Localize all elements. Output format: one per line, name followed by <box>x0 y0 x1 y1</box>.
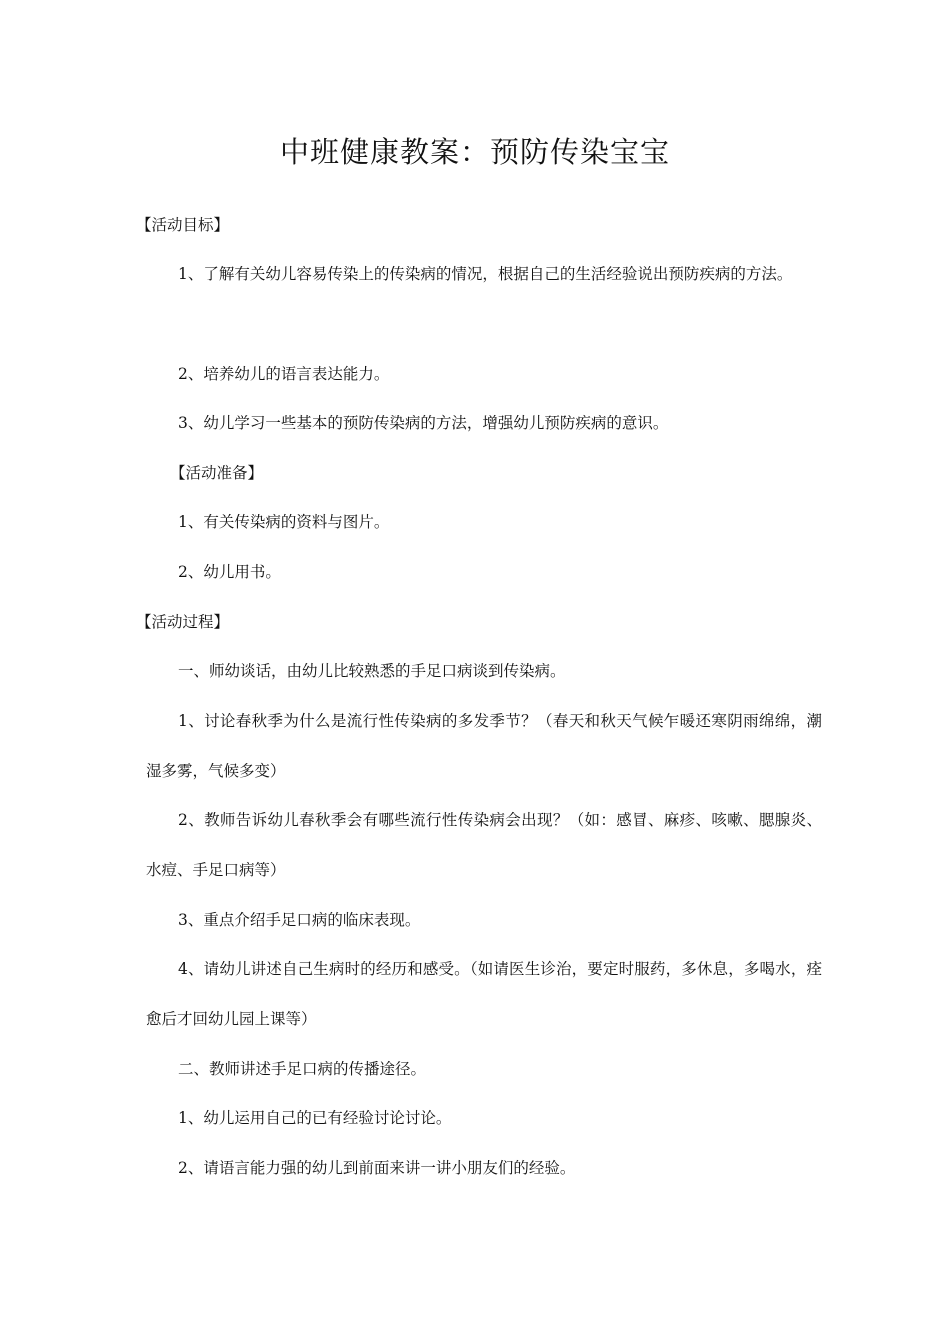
process-item-1-1: 1、讨论春秋季为什么是流行性传染病的多发季节？（春天和秋天气候乍暖还寒阴雨绵绵，潮湿多雾，气候多变） <box>146 712 822 780</box>
process-item-2-1: 1、幼儿运用自己的已有经验讨论讨论。 <box>178 1109 452 1127</box>
process-item-1-3: 3、重点介绍手足口病的临床表现。 <box>178 911 421 929</box>
process-item-1-4: 4、请幼儿讲述自己生病时的经历和感受。（如请医生诊治，要定时服药，多休息，多喝水，痊愈后才回幼儿园上课等） <box>146 960 822 1028</box>
goals-heading: 【活动目标】 <box>136 216 230 234</box>
prep-heading: 【活动准备】 <box>170 464 264 482</box>
process-item-2-2: 2、请语言能力强的幼儿到前面来讲一讲小朋友们的经验。 <box>178 1159 576 1177</box>
goal-item-1: 1、了解有关幼儿容易传染上的传染病的情况，根据自己的生活经验说出预防疾病的方法。 <box>178 265 793 283</box>
process-heading: 【活动过程】 <box>136 613 230 631</box>
document-title: 中班健康教案：预防传染宝宝 <box>279 135 670 169</box>
process-part-1: 一、师幼谈话，由幼儿比较熟悉的手足口病谈到传染病。 <box>178 662 566 680</box>
prep-item-1: 1、有关传染病的资料与图片。 <box>178 513 390 531</box>
goal-item-2: 2、培养幼儿的语言表达能力。 <box>178 365 390 383</box>
process-part-2: 二、教师讲述手足口病的传播途径。 <box>178 1060 427 1078</box>
process-item-1-2: 2、教师告诉幼儿春秋季会有哪些流行性传染病会出现？（如：感冒、麻疹、咳嗽、腮腺炎、水痘、手足口病等） <box>146 811 822 879</box>
goal-item-3: 3、幼儿学习一些基本的预防传染病的方法，增强幼儿预防疾病的意识。 <box>178 414 669 432</box>
prep-item-2: 2、幼儿用书。 <box>178 563 281 581</box>
